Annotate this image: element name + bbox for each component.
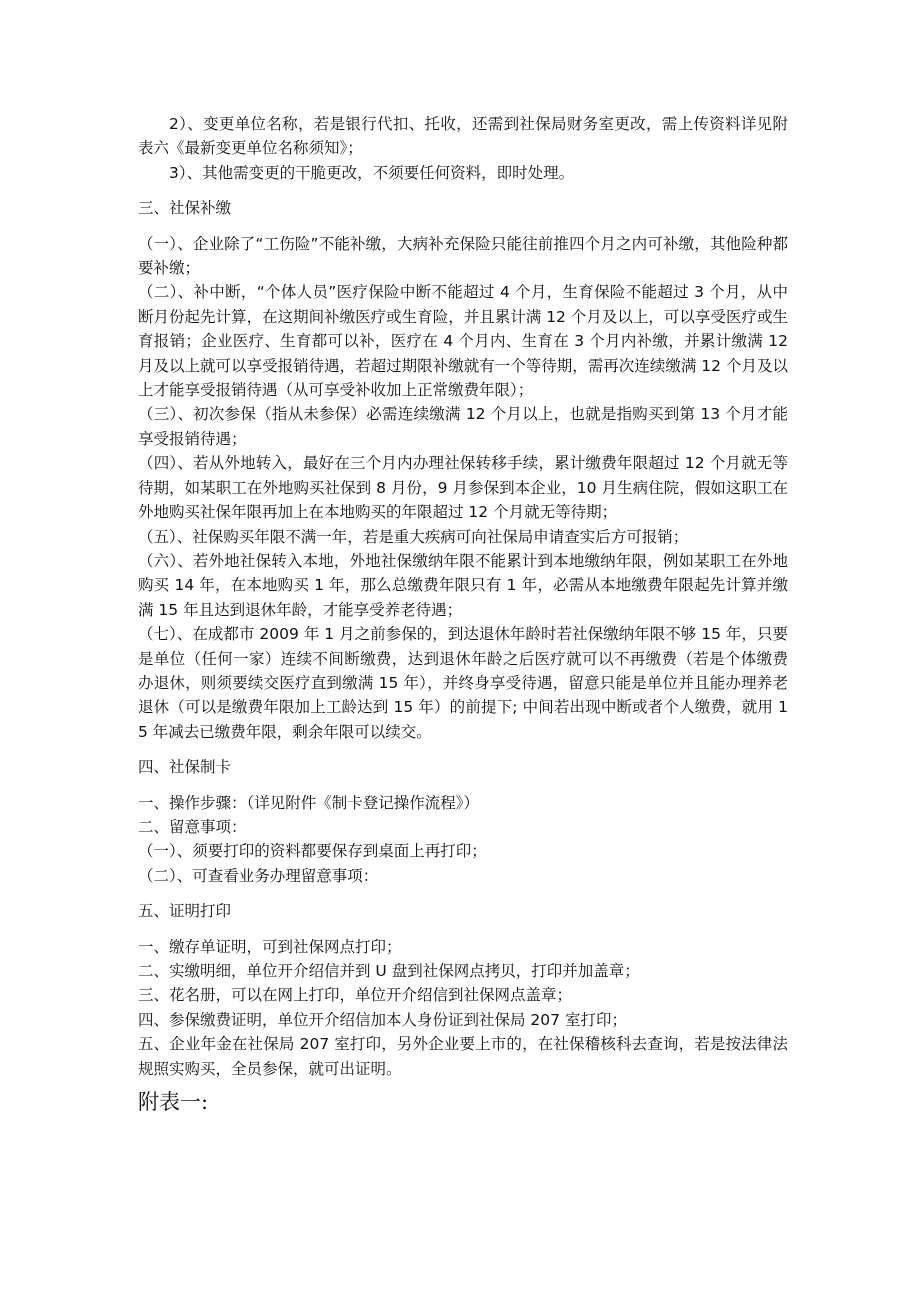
section4-item-3: （一）、须要打印的资料都要保存到桌面上再打印； bbox=[138, 842, 487, 861]
section-heading-card: 四、社保制卡 bbox=[138, 758, 232, 777]
section5-item-2: 二、实缴明细，单位开介绍信并到 U 盘到社保网点拷贝，打印并加盖章； bbox=[138, 962, 640, 980]
intro-paragraph-2: 2）、变更单位名称，若是银行代扣、托收，还需到社保局财务室更改，需上传资料详见附表六《最新变更单位名称须知》； bbox=[138, 115, 788, 158]
section4-item-1: 一、操作步骤：（详见附件《制卡登记操作流程》） bbox=[138, 793, 480, 812]
section3-item-7: （七）、在成都市 2009 年 1 月之前参保的，到达退休年龄时若社保缴纳年限不够 15 年，只要是单位（任何一家）连续不间断缴费，达到退休年龄之后医疗就可以不再缴费（若是个体缴费办退休，则须要续交医疗直到缴满 15 年），并终身享受待遇，留意只能是单位并且能办理养老退休（可以是缴费年限加上工龄达到 15 年）的前提下; 中间若出现中断或者个人缴费，就用 15 年减去已缴费年限，剩余年限可以续交。 bbox=[138, 625, 788, 741]
section3-item-6: （六）、若外地社保转入本地，外地社保缴纳年限不能累计到本地缴纳年限，例如某职工在外地购买 14 年，在本地购买 1 年，那么总缴费年限只有 1 年，必需从本地缴费年限起先计算并缴满 15 年且达到退休年龄，才能享受养老待遇； bbox=[138, 551, 788, 619]
section5-item-5: 五、企业年金在社保局 207 室打印，另外企业要上市的，在社保稽核科去查询，若是按法律法规照实购买，全员参保，就可出证明。 bbox=[138, 1035, 788, 1078]
section3-item-4: （四）、若从外地转入，最好在三个月内办理社保转移手续，累计缴费年限超过 12 个月就无等待期，如某职工在外地购买社保到 8 月份，9 月参保到本企业，10 月生病住院，假如这职工在外地购买社保年限再加上在本地购买的年限超过 12 个月就无等待期； bbox=[138, 454, 788, 522]
section4-item-2: 二、留意事项： bbox=[138, 817, 247, 836]
section-heading-certificate-printing: 五、证明打印 bbox=[138, 902, 232, 921]
section5-item-3: 三、花名册，可以在网上打印，单位开介绍信到社保网点盖章； bbox=[138, 986, 573, 1005]
section3-item-3: （三）、初次参保（指从未参保）必需连续缴满 12 个月以上，也就是指购买到第 13 个月才能享受报销待遇； bbox=[138, 405, 788, 448]
section-heading-supplementary-payment: 三、社保补缴 bbox=[138, 199, 232, 218]
section3-item-2: （二）、补中断，“个体人员”医疗保险中断不能超过 4 个月，生育保险不能超过 3 个月，从中断月份起先计算，在这期间补缴医疗或生育险，并且累计满 12 个月及以上，可以享受医疗或生育报销；企业医疗、生育都可以补，医疗在 4 个月内、生育在 3 个月内补缴，并累计缴满 12 月及以上就可以享受报销待遇，若超过期限补缴就有一个等待期，需再次连续缴满 12 个月及以上才能享受报销待遇（从可享受补收加上正常缴费年限）； bbox=[138, 283, 788, 400]
appendix-title: 附表一: bbox=[138, 1090, 209, 1115]
document-body bbox=[138, 112, 788, 1117]
section4-item-4: （二）、可查看业务办理留意事项： bbox=[138, 866, 379, 885]
section5-item-4: 四、参保缴费证明，单位开介绍信加本人身份证到社保局 207 室打印； bbox=[138, 1010, 627, 1029]
section3-item-1: （一）、企业除了“工伤险”不能补缴，大病补充保险只能往前推四个月之内可补缴，其他险种都要补缴； bbox=[138, 234, 788, 278]
section3-item-5: （五）、社保购买年限不满一年，若是重大疾病可向社保局申请查实后方可报销； bbox=[138, 527, 689, 546]
intro-paragraph-3: 3）、其他需变更的干脆更改，不须要任何资料，即时处理。 bbox=[169, 163, 575, 182]
section5-item-1: 一、缴存单证明，可到社保网点打印； bbox=[138, 937, 402, 956]
